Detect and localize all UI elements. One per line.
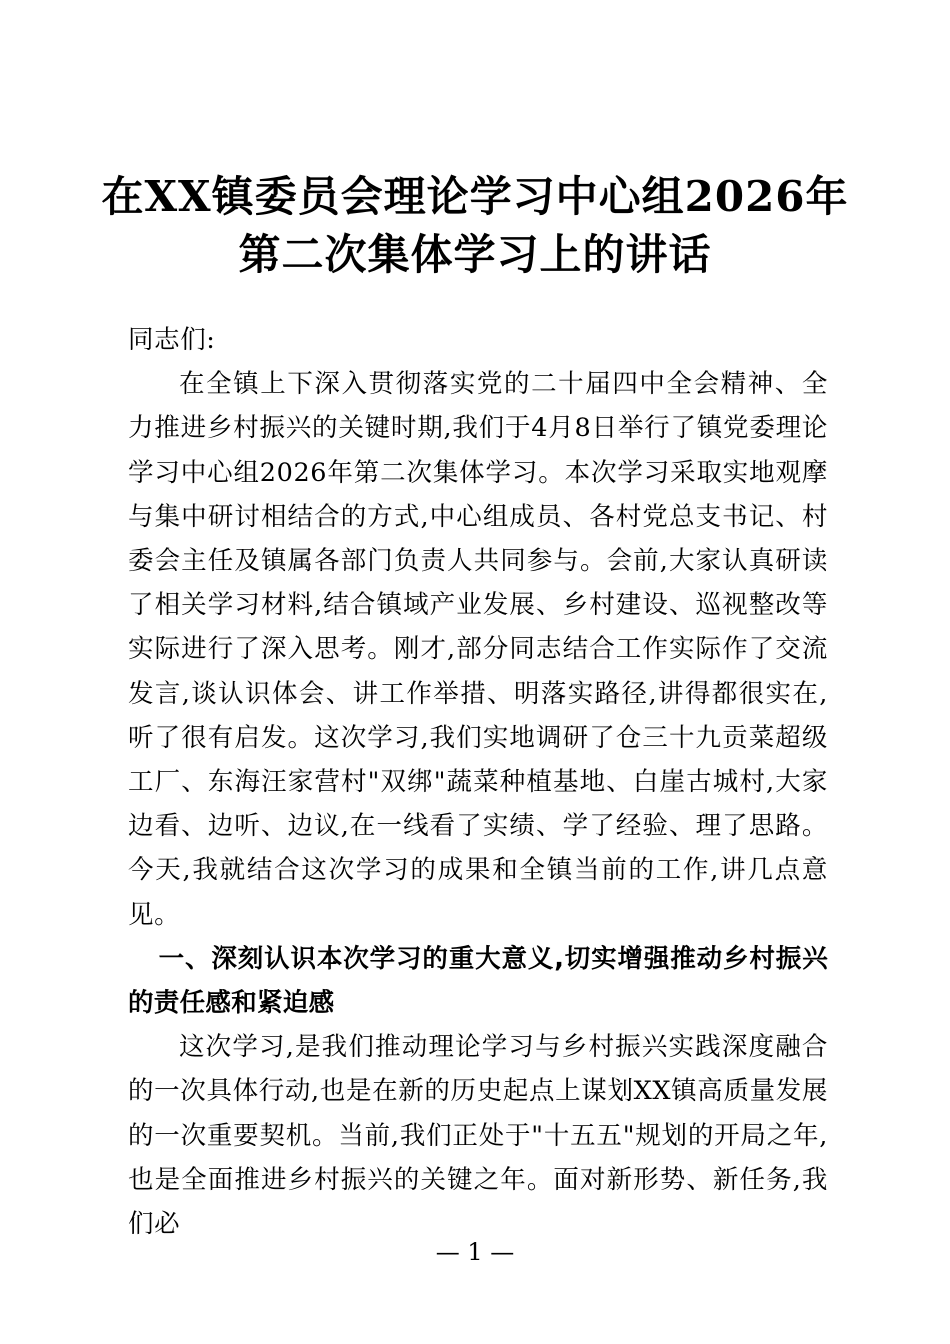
document-body — [128, 318, 828, 1246]
section-heading-1: 一、深刻认识本次学习的重大意义,切实增强推动乡村振兴的责任感和紧迫感 — [128, 943, 828, 1019]
title-line-1: 在XX镇委员会理论学习中心组2026年 — [101, 172, 849, 221]
title-line-2: 第二次集体学习上的讲话 — [238, 230, 712, 279]
paragraph-intro: 在全镇上下深入贯彻落实党的二十届四中全会精神、全力推进乡村振兴的关键时期,我们于4月8日举行了镇党委理论学习中心组2026年第二次集体学习。本次学习采取实地观摩与集中研讨相结合的方式,中心组成员、各村党总支书记、村委会主任及镇属各部门负责人共同参与。会前,大家认真研读了相关学习材料,结合镇域产业发展、乡村建设、巡视整改等实际进行了深入思考。刚才,部分同志结合工作实际作了交流发言,谈认识体会、讲工作举措、明落实路径,讲得都很实在,听了很有启发。这次学习,我们实地调研了仓三十九贡菜超级工厂、东海汪家营村"双绑"蔬菜种植基地、白崖古城村,大家边看、边听、边议,在一线看了实绩、学了经验、理了思路。今天,我就结合这次学习的成果和全镇当前的工作,讲几点意见。 — [128, 369, 828, 930]
document-title — [0, 168, 950, 284]
page-number: — 1 — — [435, 1238, 515, 1266]
paragraph-section-1: 这次学习,是我们推动理论学习与乡村振兴实践深度融合的一次具体行动,也是在新的历史起点上谋划XX镇高质量发展的一次重要契机。当前,我们正处于"十五五"规划的开局之年,也是全面推进乡村振兴的关键之年。面对新形势、新任务,我们必 — [128, 1032, 828, 1240]
salutation: 同志们: — [128, 325, 216, 355]
